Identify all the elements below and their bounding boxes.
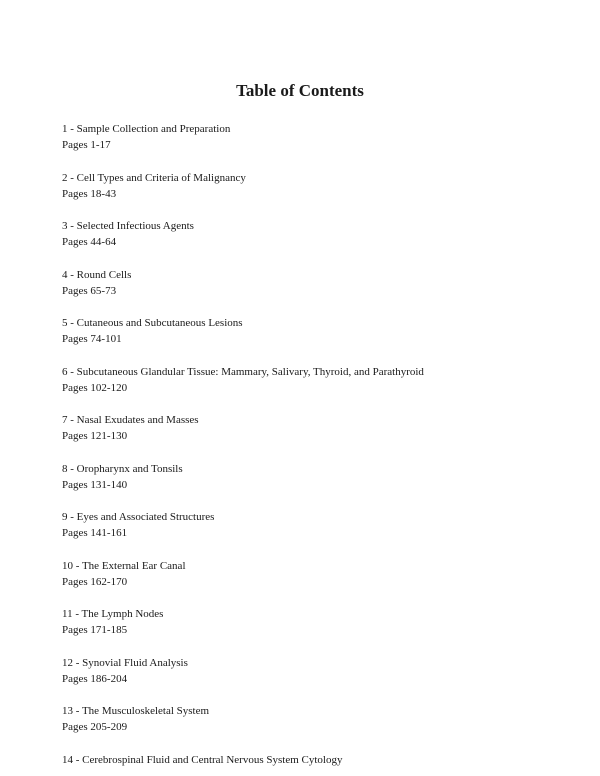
toc-entry [62, 170, 560, 219]
toc-page-range: Pages 65-73 [62, 284, 117, 297]
toc-chapter-title: 9 - Eyes and Associated Structures [62, 511, 215, 523]
toc-chapter-title: 14 - Cerebrospinal Fluid and Central Nervous System Cytology [62, 753, 343, 766]
toc-page-range: Pages 205-209 [62, 721, 128, 733]
toc-chapter-title: 5 - Cutaneous and Subcutaneous Lesions [62, 317, 243, 329]
toc-entry [62, 752, 560, 776]
toc-page-range: Pages 171-185 [62, 624, 128, 636]
toc-entry [62, 461, 560, 510]
toc-page-range: Pages 131-140 [62, 478, 128, 491]
toc-chapter-title: 10 - The External Ear Canal [62, 559, 186, 572]
toc-entry [62, 703, 560, 752]
toc-entry [62, 218, 560, 267]
toc-entry [62, 315, 560, 364]
toc-entry [62, 655, 560, 704]
toc-entry [62, 509, 560, 558]
toc-page-range: Pages 18-43 [62, 187, 117, 200]
toc-chapter-title: 6 - Subcutaneous Glandular Tissue: Mammary, Salivary, Thyroid, and Parathyroid [62, 365, 424, 378]
toc-entry [62, 267, 560, 316]
toc-chapter-title: 13 - The Musculoskeletal System [62, 705, 210, 717]
toc-page-range: Pages 74-101 [62, 333, 122, 345]
toc-page-range: Pages 186-204 [62, 672, 128, 685]
toc-chapter-title: 11 - The Lymph Nodes [62, 608, 164, 620]
toc-entry [62, 412, 560, 461]
toc-list [62, 121, 560, 776]
toc-page-range: Pages 162-170 [62, 575, 128, 588]
toc-chapter-title: 8 - Oropharynx and Tonsils [62, 462, 183, 475]
toc-chapter-title: 7 - Nasal Exudates and Masses [62, 414, 199, 426]
toc-chapter-title: 1 - Sample Collection and Preparation [62, 123, 231, 135]
toc-chapter-title: 12 - Synovial Fluid Analysis [62, 656, 188, 669]
toc-chapter-title: 4 - Round Cells [62, 268, 132, 281]
toc-entry [62, 121, 560, 170]
toc-page-range: Pages 44-64 [62, 236, 117, 248]
toc-page-range: Pages 141-161 [62, 527, 128, 539]
toc-entry [62, 558, 560, 607]
toc-chapter-title: 2 - Cell Types and Criteria of Malignancy [62, 171, 246, 184]
toc-page-range: Pages 121-130 [62, 430, 128, 442]
toc-page-range: Pages 102-120 [62, 381, 128, 394]
toc-entry [62, 364, 560, 413]
toc-chapter-title: 3 - Selected Infectious Agents [62, 220, 194, 232]
page-title: Table of Contents [236, 81, 364, 100]
toc-page-range: Pages 1-17 [62, 139, 111, 151]
toc-entry [62, 606, 560, 655]
